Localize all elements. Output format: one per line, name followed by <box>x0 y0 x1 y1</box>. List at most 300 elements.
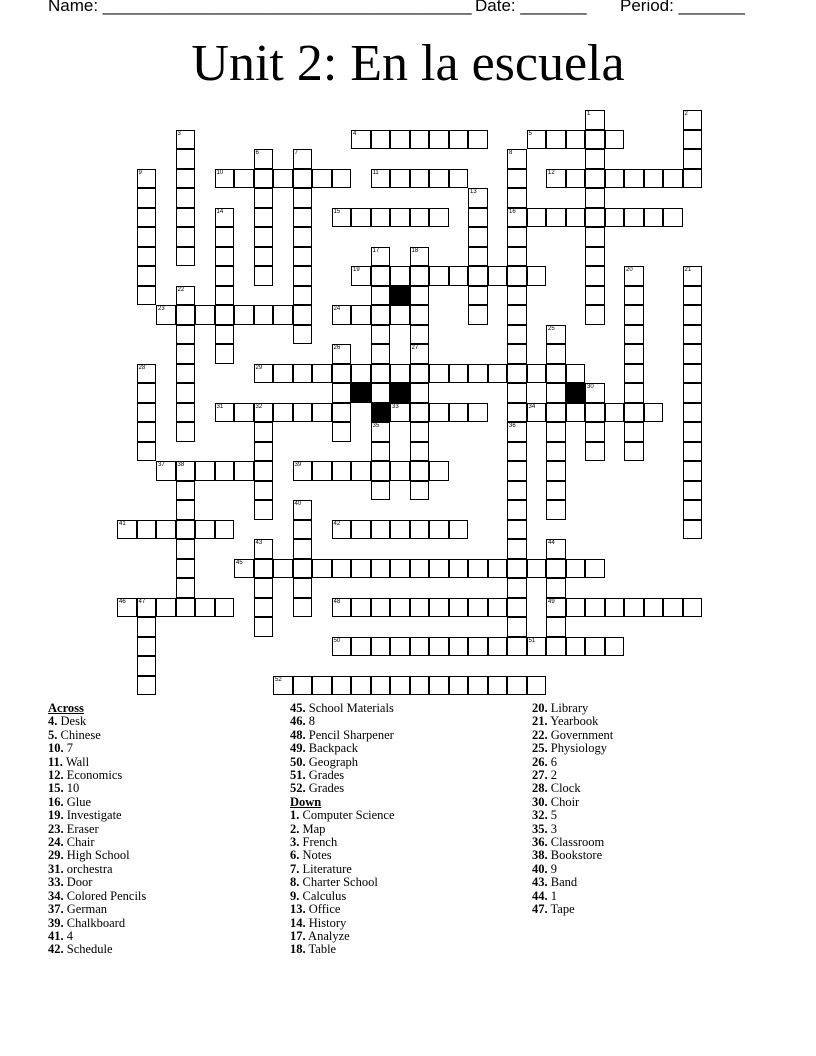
crossword-cell[interactable] <box>332 344 352 364</box>
crossword-cell[interactable] <box>176 247 196 267</box>
crossword-cell[interactable] <box>176 461 196 481</box>
crossword-cell[interactable] <box>507 637 527 657</box>
crossword-cell[interactable] <box>683 325 703 345</box>
crossword-cell[interactable] <box>176 520 196 540</box>
crossword-cell[interactable] <box>683 520 703 540</box>
crossword-cell[interactable] <box>273 559 293 579</box>
crossword-cell[interactable] <box>468 676 488 696</box>
crossword-cell[interactable] <box>449 364 469 384</box>
crossword-cell[interactable] <box>137 676 157 696</box>
crossword-cell[interactable] <box>546 130 566 150</box>
crossword-cell[interactable] <box>624 286 644 306</box>
crossword-cell[interactable] <box>254 539 274 559</box>
crossword-cell[interactable] <box>137 637 157 657</box>
crossword-cell[interactable] <box>371 422 391 442</box>
crossword-cell[interactable] <box>332 364 352 384</box>
crossword-cell[interactable] <box>585 637 605 657</box>
crossword-cell[interactable] <box>410 266 430 286</box>
crossword-cell[interactable] <box>429 403 449 423</box>
crossword-cell[interactable] <box>527 364 547 384</box>
crossword-cell[interactable] <box>644 169 664 189</box>
crossword-cell[interactable] <box>429 130 449 150</box>
crossword-cell[interactable] <box>624 266 644 286</box>
crossword-cell[interactable] <box>332 305 352 325</box>
crossword-cell[interactable] <box>566 598 586 618</box>
crossword-cell[interactable] <box>137 266 157 286</box>
crossword-cell[interactable] <box>156 520 176 540</box>
crossword-cell[interactable] <box>351 208 371 228</box>
crossword-cell[interactable] <box>390 305 410 325</box>
crossword-cell[interactable] <box>371 286 391 306</box>
crossword-cell[interactable] <box>293 286 313 306</box>
crossword-cell[interactable] <box>254 227 274 247</box>
crossword-cell[interactable] <box>546 539 566 559</box>
crossword-cell[interactable] <box>683 110 703 130</box>
crossword-cell[interactable] <box>254 403 274 423</box>
crossword-cell[interactable] <box>176 500 196 520</box>
crossword-cell[interactable] <box>683 422 703 442</box>
crossword-cell[interactable] <box>410 461 430 481</box>
crossword-cell[interactable] <box>449 637 469 657</box>
crossword-cell[interactable] <box>410 208 430 228</box>
crossword-cell[interactable] <box>137 286 157 306</box>
crossword-cell[interactable] <box>644 598 664 618</box>
crossword-cell[interactable] <box>254 617 274 637</box>
period-field[interactable]: Period: _______ <box>620 0 745 15</box>
crossword-cell[interactable] <box>507 208 527 228</box>
crossword-cell[interactable] <box>585 266 605 286</box>
crossword-cell[interactable] <box>468 637 488 657</box>
crossword-cell[interactable] <box>371 481 391 501</box>
crossword-cell[interactable] <box>624 442 644 462</box>
crossword-cell[interactable] <box>176 286 196 306</box>
crossword-cell[interactable] <box>488 364 508 384</box>
crossword-cell[interactable] <box>176 422 196 442</box>
crossword-cell[interactable] <box>215 169 235 189</box>
crossword-cell[interactable] <box>468 598 488 618</box>
crossword-cell[interactable] <box>507 169 527 189</box>
crossword-cell[interactable] <box>371 520 391 540</box>
crossword-cell[interactable] <box>176 344 196 364</box>
crossword-cell[interactable] <box>156 598 176 618</box>
crossword-cell[interactable] <box>293 325 313 345</box>
crossword-cell[interactable] <box>156 305 176 325</box>
crossword-cell[interactable] <box>663 169 683 189</box>
crossword-cell[interactable] <box>507 344 527 364</box>
crossword-cell[interactable] <box>176 169 196 189</box>
crossword-cell[interactable] <box>410 247 430 267</box>
crossword-cell[interactable] <box>390 364 410 384</box>
crossword-cell[interactable] <box>507 364 527 384</box>
crossword-cell[interactable] <box>585 247 605 267</box>
crossword-cell[interactable] <box>468 364 488 384</box>
crossword-cell[interactable] <box>273 403 293 423</box>
crossword-cell[interactable] <box>371 676 391 696</box>
crossword-cell[interactable] <box>585 188 605 208</box>
crossword-cell[interactable] <box>449 676 469 696</box>
crossword-cell[interactable] <box>390 559 410 579</box>
crossword-cell[interactable] <box>546 500 566 520</box>
crossword-cell[interactable] <box>293 247 313 267</box>
crossword-cell[interactable] <box>390 598 410 618</box>
crossword-cell[interactable] <box>488 676 508 696</box>
crossword-cell[interactable] <box>312 403 332 423</box>
crossword-cell[interactable] <box>371 559 391 579</box>
crossword-cell[interactable] <box>546 578 566 598</box>
crossword-cell[interactable] <box>429 559 449 579</box>
crossword-cell[interactable] <box>293 149 313 169</box>
crossword-cell[interactable] <box>410 364 430 384</box>
crossword-cell[interactable] <box>410 286 430 306</box>
crossword-cell[interactable] <box>546 559 566 579</box>
crossword-cell[interactable] <box>624 344 644 364</box>
crossword-cell[interactable] <box>507 481 527 501</box>
crossword-cell[interactable] <box>624 383 644 403</box>
crossword-cell[interactable] <box>449 559 469 579</box>
crossword-cell[interactable] <box>254 266 274 286</box>
crossword-cell[interactable] <box>137 442 157 462</box>
crossword-cell[interactable] <box>449 598 469 618</box>
crossword-cell[interactable] <box>683 500 703 520</box>
crossword-cell[interactable] <box>683 169 703 189</box>
crossword-cell[interactable] <box>683 598 703 618</box>
crossword-cell[interactable] <box>527 403 547 423</box>
crossword-cell[interactable] <box>585 130 605 150</box>
crossword-cell[interactable] <box>176 325 196 345</box>
crossword-cell[interactable] <box>429 364 449 384</box>
crossword-cell[interactable] <box>371 247 391 267</box>
crossword-cell[interactable] <box>254 169 274 189</box>
crossword-cell[interactable] <box>137 188 157 208</box>
crossword-cell[interactable] <box>468 305 488 325</box>
crossword-cell[interactable] <box>585 227 605 247</box>
crossword-cell[interactable] <box>585 208 605 228</box>
crossword-cell[interactable] <box>254 559 274 579</box>
crossword-cell[interactable] <box>215 208 235 228</box>
crossword-cell[interactable] <box>273 364 293 384</box>
crossword-cell[interactable] <box>429 637 449 657</box>
crossword-cell[interactable] <box>410 130 430 150</box>
crossword-cell[interactable] <box>293 461 313 481</box>
crossword-cell[interactable] <box>683 403 703 423</box>
crossword-cell[interactable] <box>429 676 449 696</box>
crossword-cell[interactable] <box>371 130 391 150</box>
crossword-cell[interactable] <box>371 637 391 657</box>
crossword-cell[interactable] <box>215 598 235 618</box>
crossword-cell[interactable] <box>410 305 430 325</box>
crossword-cell[interactable] <box>546 383 566 403</box>
crossword-cell[interactable] <box>585 305 605 325</box>
crossword-cell[interactable] <box>507 578 527 598</box>
crossword-cell[interactable] <box>546 461 566 481</box>
crossword-cell[interactable] <box>585 598 605 618</box>
crossword-cell[interactable] <box>371 383 391 403</box>
crossword-cell[interactable] <box>137 403 157 423</box>
crossword-cell[interactable] <box>507 188 527 208</box>
crossword-cell[interactable] <box>429 169 449 189</box>
crossword-cell[interactable] <box>176 403 196 423</box>
crossword-cell[interactable] <box>410 676 430 696</box>
crossword-cell[interactable] <box>527 559 547 579</box>
crossword-cell[interactable] <box>683 305 703 325</box>
name-field[interactable]: Name: _______________________________________ <box>48 0 472 15</box>
crossword-cell[interactable] <box>176 188 196 208</box>
crossword-cell[interactable] <box>137 169 157 189</box>
crossword-cell[interactable] <box>137 598 157 618</box>
crossword-cell[interactable] <box>332 520 352 540</box>
crossword-cell[interactable] <box>546 403 566 423</box>
crossword-cell[interactable] <box>429 461 449 481</box>
crossword-cell[interactable] <box>507 227 527 247</box>
crossword-cell[interactable] <box>507 442 527 462</box>
crossword-cell[interactable] <box>390 266 410 286</box>
crossword-cell[interactable] <box>176 208 196 228</box>
crossword-cell[interactable] <box>624 208 644 228</box>
crossword-cell[interactable] <box>546 442 566 462</box>
crossword-cell[interactable] <box>351 637 371 657</box>
crossword-cell[interactable] <box>234 169 254 189</box>
crossword-cell[interactable] <box>585 169 605 189</box>
crossword-cell[interactable] <box>507 266 527 286</box>
crossword-cell[interactable] <box>507 676 527 696</box>
crossword-cell[interactable] <box>176 481 196 501</box>
crossword-cell[interactable] <box>390 676 410 696</box>
crossword-cell[interactable] <box>332 598 352 618</box>
crossword-cell[interactable] <box>546 364 566 384</box>
crossword-cell[interactable] <box>624 598 644 618</box>
crossword-cell[interactable] <box>293 500 313 520</box>
crossword-cell[interactable] <box>332 676 352 696</box>
crossword-cell[interactable] <box>371 344 391 364</box>
crossword-cell[interactable] <box>507 286 527 306</box>
crossword-cell[interactable] <box>254 442 274 462</box>
crossword-cell[interactable] <box>468 403 488 423</box>
crossword-cell[interactable] <box>683 442 703 462</box>
crossword-cell[interactable] <box>410 383 430 403</box>
crossword-cell[interactable] <box>449 403 469 423</box>
crossword-cell[interactable] <box>195 598 215 618</box>
crossword-cell[interactable] <box>176 559 196 579</box>
crossword-cell[interactable] <box>507 305 527 325</box>
crossword-cell[interactable] <box>410 344 430 364</box>
crossword-cell[interactable] <box>215 325 235 345</box>
crossword-cell[interactable] <box>566 559 586 579</box>
crossword-cell[interactable] <box>663 208 683 228</box>
crossword-cell[interactable] <box>390 208 410 228</box>
crossword-cell[interactable] <box>215 344 235 364</box>
crossword-cell[interactable] <box>546 481 566 501</box>
crossword-cell[interactable] <box>215 286 235 306</box>
crossword-cell[interactable] <box>410 559 430 579</box>
crossword-cell[interactable] <box>371 364 391 384</box>
crossword-cell[interactable] <box>137 422 157 442</box>
crossword-cell[interactable] <box>390 403 410 423</box>
crossword-cell[interactable] <box>332 169 352 189</box>
crossword-cell[interactable] <box>156 461 176 481</box>
crossword-cell[interactable] <box>332 403 352 423</box>
crossword-cell[interactable] <box>215 305 235 325</box>
crossword-cell[interactable] <box>351 266 371 286</box>
crossword-cell[interactable] <box>215 266 235 286</box>
crossword-cell[interactable] <box>273 169 293 189</box>
crossword-cell[interactable] <box>254 305 274 325</box>
crossword-cell[interactable] <box>371 305 391 325</box>
crossword-cell[interactable] <box>468 559 488 579</box>
crossword-cell[interactable] <box>312 364 332 384</box>
crossword-cell[interactable] <box>585 442 605 462</box>
crossword-cell[interactable] <box>254 598 274 618</box>
crossword-cell[interactable] <box>351 461 371 481</box>
crossword-cell[interactable] <box>332 637 352 657</box>
crossword-cell[interactable] <box>683 266 703 286</box>
crossword-cell[interactable] <box>624 169 644 189</box>
crossword-cell[interactable] <box>254 247 274 267</box>
crossword-cell[interactable] <box>527 208 547 228</box>
crossword-cell[interactable] <box>371 442 391 462</box>
crossword-cell[interactable] <box>234 305 254 325</box>
crossword-cell[interactable] <box>683 149 703 169</box>
crossword-cell[interactable] <box>507 383 527 403</box>
crossword-cell[interactable] <box>254 578 274 598</box>
crossword-cell[interactable] <box>410 422 430 442</box>
crossword-cell[interactable] <box>351 305 371 325</box>
crossword-cell[interactable] <box>605 637 625 657</box>
crossword-cell[interactable] <box>137 227 157 247</box>
crossword-cell[interactable] <box>332 422 352 442</box>
crossword-cell[interactable] <box>546 422 566 442</box>
crossword-cell[interactable] <box>546 344 566 364</box>
crossword-cell[interactable] <box>468 286 488 306</box>
crossword-cell[interactable] <box>410 637 430 657</box>
crossword-cell[interactable] <box>507 461 527 481</box>
crossword-cell[interactable] <box>195 305 215 325</box>
crossword-cell[interactable] <box>449 130 469 150</box>
crossword-cell[interactable] <box>507 598 527 618</box>
crossword-cell[interactable] <box>527 130 547 150</box>
crossword-cell[interactable] <box>390 130 410 150</box>
crossword-cell[interactable] <box>507 247 527 267</box>
crossword-cell[interactable] <box>215 403 235 423</box>
crossword-cell[interactable] <box>468 188 488 208</box>
crossword-cell[interactable] <box>683 461 703 481</box>
crossword-cell[interactable] <box>390 169 410 189</box>
crossword-cell[interactable] <box>566 637 586 657</box>
crossword-cell[interactable] <box>371 325 391 345</box>
crossword-cell[interactable] <box>293 559 313 579</box>
crossword-cell[interactable] <box>507 520 527 540</box>
crossword-cell[interactable] <box>312 461 332 481</box>
crossword-cell[interactable] <box>449 169 469 189</box>
crossword-cell[interactable] <box>351 364 371 384</box>
crossword-cell[interactable] <box>683 286 703 306</box>
crossword-cell[interactable] <box>410 403 430 423</box>
crossword-cell[interactable] <box>546 637 566 657</box>
crossword-cell[interactable] <box>254 208 274 228</box>
crossword-cell[interactable] <box>507 559 527 579</box>
crossword-cell[interactable] <box>390 637 410 657</box>
crossword-cell[interactable] <box>683 130 703 150</box>
crossword-cell[interactable] <box>293 676 313 696</box>
crossword-cell[interactable] <box>605 130 625 150</box>
crossword-cell[interactable] <box>390 520 410 540</box>
crossword-cell[interactable] <box>585 422 605 442</box>
crossword-cell[interactable] <box>137 656 157 676</box>
crossword-cell[interactable] <box>507 500 527 520</box>
crossword-cell[interactable] <box>449 520 469 540</box>
crossword-cell[interactable] <box>176 227 196 247</box>
crossword-cell[interactable] <box>351 676 371 696</box>
crossword-cell[interactable] <box>137 208 157 228</box>
crossword-cell[interactable] <box>546 598 566 618</box>
crossword-cell[interactable] <box>254 461 274 481</box>
crossword-cell[interactable] <box>293 266 313 286</box>
crossword-cell[interactable] <box>117 520 137 540</box>
crossword-cell[interactable] <box>644 208 664 228</box>
crossword-cell[interactable] <box>546 208 566 228</box>
crossword-cell[interactable] <box>488 266 508 286</box>
crossword-cell[interactable] <box>254 149 274 169</box>
crossword-cell[interactable] <box>410 520 430 540</box>
crossword-cell[interactable] <box>195 461 215 481</box>
crossword-cell[interactable] <box>624 305 644 325</box>
crossword-cell[interactable] <box>293 188 313 208</box>
crossword-cell[interactable] <box>488 559 508 579</box>
crossword-cell[interactable] <box>293 578 313 598</box>
crossword-cell[interactable] <box>468 208 488 228</box>
crossword-cell[interactable] <box>254 500 274 520</box>
crossword-cell[interactable] <box>234 403 254 423</box>
crossword-cell[interactable] <box>137 247 157 267</box>
crossword-cell[interactable] <box>176 305 196 325</box>
crossword-cell[interactable] <box>605 598 625 618</box>
crossword-cell[interactable] <box>273 305 293 325</box>
crossword-cell[interactable] <box>371 598 391 618</box>
crossword-cell[interactable] <box>410 442 430 462</box>
crossword-cell[interactable] <box>585 403 605 423</box>
crossword-cell[interactable] <box>410 325 430 345</box>
crossword-cell[interactable] <box>605 169 625 189</box>
crossword-cell[interactable] <box>683 344 703 364</box>
crossword-cell[interactable] <box>624 422 644 442</box>
crossword-cell[interactable] <box>117 598 137 618</box>
crossword-cell[interactable] <box>566 169 586 189</box>
date-field[interactable]: Date: _______ <box>475 0 587 15</box>
crossword-cell[interactable] <box>351 598 371 618</box>
crossword-cell[interactable] <box>624 325 644 345</box>
crossword-cell[interactable] <box>585 286 605 306</box>
crossword-cell[interactable] <box>293 208 313 228</box>
crossword-cell[interactable] <box>585 383 605 403</box>
crossword-cell[interactable] <box>663 598 683 618</box>
crossword-cell[interactable] <box>488 598 508 618</box>
crossword-cell[interactable] <box>273 676 293 696</box>
crossword-cell[interactable] <box>176 539 196 559</box>
crossword-cell[interactable] <box>293 364 313 384</box>
crossword-cell[interactable] <box>371 266 391 286</box>
crossword-cell[interactable] <box>176 149 196 169</box>
crossword-cell[interactable] <box>293 227 313 247</box>
crossword-cell[interactable] <box>351 130 371 150</box>
crossword-cell[interactable] <box>585 110 605 130</box>
crossword-cell[interactable] <box>566 208 586 228</box>
crossword-cell[interactable] <box>176 598 196 618</box>
crossword-cell[interactable] <box>507 617 527 637</box>
crossword-cell[interactable] <box>137 364 157 384</box>
crossword-cell[interactable] <box>293 403 313 423</box>
crossword-cell[interactable] <box>585 559 605 579</box>
crossword-cell[interactable] <box>234 559 254 579</box>
crossword-cell[interactable] <box>176 578 196 598</box>
